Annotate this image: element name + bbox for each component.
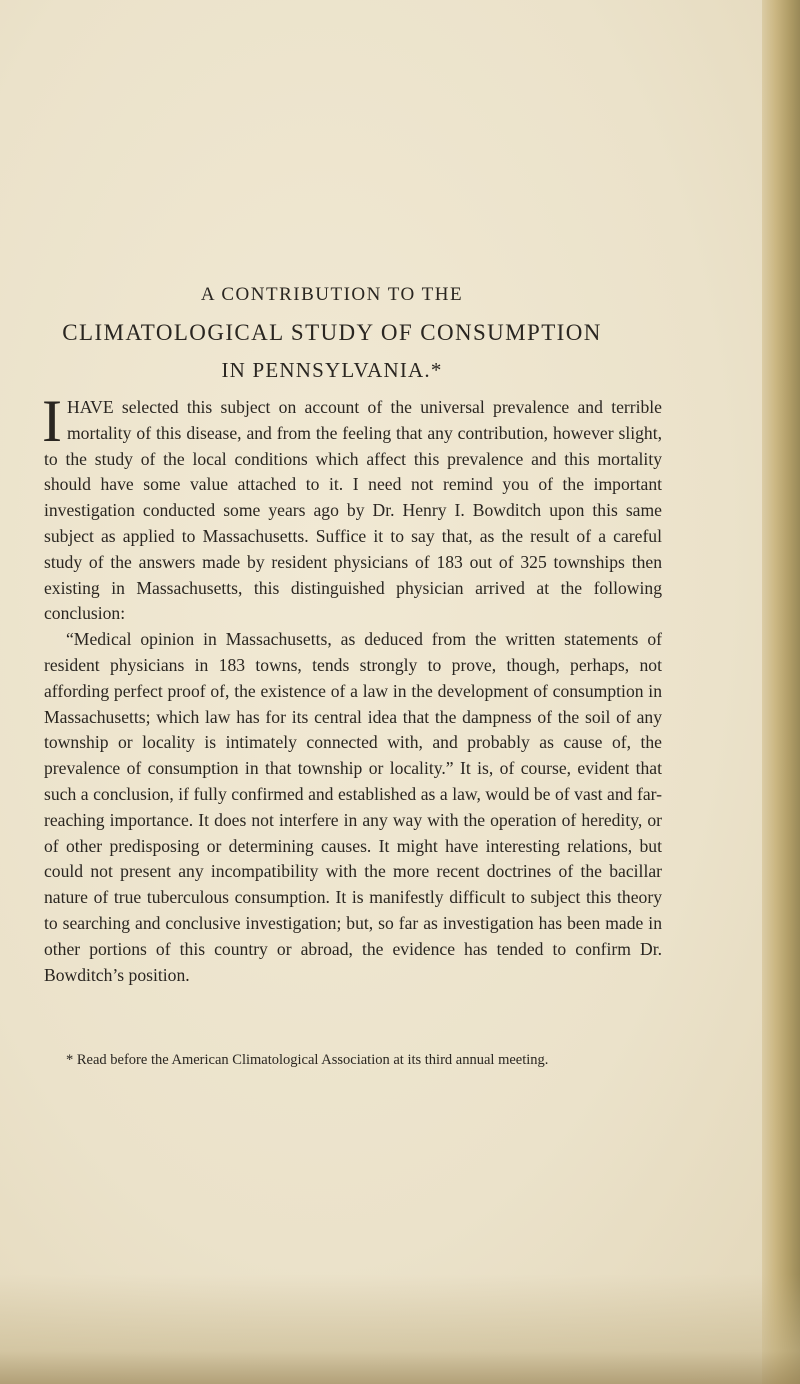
- paragraph-1: [42, 388, 662, 627]
- page-stain: [0, 1274, 800, 1384]
- body-text: [42, 388, 662, 988]
- paragraph-1-text: HAVE selected this subject on account of the universal prevalence and terrible mortality of this disease, and from the feeling that any contribution, however slight, to the study of the local conditions which affect this prevalence and this mortality should have some value attached to it. I need not remind you of the important investigation conducted some years ago by Dr. Henry I. Bowditch upon this same subject as applied to Massachusetts. Suffice it to say that, as the result of a careful study of the answers made by resident physicians of 183 out of 325 townships then existing in Massachusetts, this distinguished physician arrived at the following conclusion:: [44, 397, 662, 624]
- footnote: * Read before the American Climatological Association at its third annual meeting.: [66, 1052, 549, 1068]
- book-spine-shadow: [762, 0, 800, 1384]
- drop-cap: I: [42, 388, 62, 454]
- heading-line-2: CLIMATOLOGICAL STUDY OF CONSUMPTION: [62, 320, 602, 345]
- heading-line-1: A CONTRIBUTION TO THE: [200, 284, 464, 305]
- heading-line-3: IN PENNSYLVANIA.*: [221, 358, 443, 382]
- paragraph-2: “Medical opinion in Massachusetts, as deduced from the written statements of resident physicians in 183 towns, tends strongly to prove, though, perhaps, not affording perfect proof of, the existence of a law in the development of consumption in Massachusetts; which law has for its central idea that the dampness of the soil of any township or locality is intimately connected with, and probably as cause of, the prevalence of consumption in that township or locality.” It is, of course, evident that such a conclusion, if fully confirmed and established as a law, would be of vast and far-reaching importance. It does not interfere in any way with the operation of heredity, or of other predisposing or determining causes. It might have interesting relations, but could not present any incompatibility with the more recent doctrines of the bacillar nature of true tuberculous consumption. It is manifestly difficult to subject this theory to searching and conclusive investigation; but, so far as investigation has been made in other portions of this country or abroad, the evidence has tended to confirm Dr. Bowditch’s position.: [44, 629, 662, 985]
